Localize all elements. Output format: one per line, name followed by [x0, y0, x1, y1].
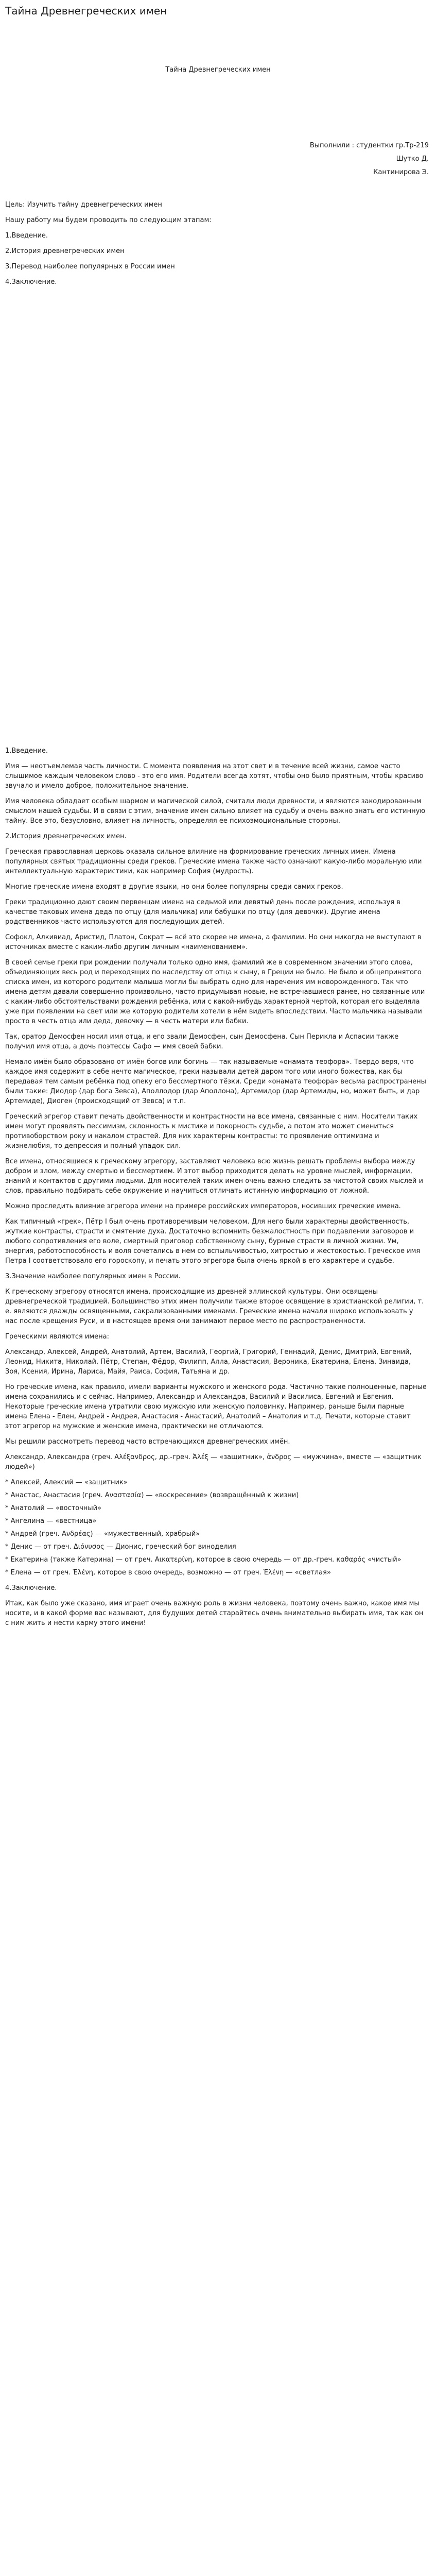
authors-block [0, 141, 436, 177]
page-gap [0, 293, 436, 746]
center-title: Тайна Древнегреческих имен [165, 66, 271, 74]
plan-line: Нашу работу мы будем проводить по следующим этапам: [5, 216, 212, 224]
author-line: Кантинирова Э. [373, 168, 429, 176]
paragraph: Итак, как было уже сказано, имя играет очень важную роль в жизни человека, поэтому очень важно, какое имя мы носите, и в какой форме вас называют, для будущих детей старайтесь очень внимательно выбирать имя, так как он с ним жить и нести карму этого имени! [5, 1600, 424, 1627]
paragraph: К греческому эгрегору относятся имена, происходящие из древней эллинской культуры. Они освящены древнегреческой традицией. Большинство этих имен получили также второе освящение в христианской религии, т. е. являются дважды освященными, сакрализованными именами. Греческие имена начали широко использовать у нас после крещения Руси, и в настоящее время они занимают первое место по распространенности. [5, 1288, 424, 1325]
section-heading: 4.Заключение. [5, 1584, 57, 1592]
list-item: * Денис — от греч. Διόνυσος — Дионис, греческий бог виноделия [5, 1543, 236, 1551]
section-heading: 2.История древнегреческих имен. [5, 833, 127, 840]
paragraph: Можно проследить влияние эгрегора имени на примере российских императоров, носивших греческие имена. [5, 1202, 401, 1210]
paragraph: В своей семье греки при рождении получали только одно имя, фамилий же в современном значении этого слова, объединяющих весь род и переходящих по наследству от отца к сыну, в Греции не было. Не было и общепринятого списка имен, из которого родители малыша могли бы выбрать одно для наречения им новорожденного. Так что имена детям давали совершенно произвольно, часто придумывая новые, не встречавшиеся ранее, но связанные или с каким-либо обстоятельствами рождения ребёнка, или с какой-нибудь характерной чертой, которая его выделяла уже при появлении на свет или же которую родители хотели в нём видеть впоследствии. Часто мальчика называли просто в честь отца или деда, девочку — в честь матери или бабки. [5, 959, 425, 1025]
list-item: * Ангелина — «вестница» [5, 1517, 97, 1525]
plan-block [0, 200, 436, 287]
paragraph: Немало имён было образовано от имён богов или богинь — так называемые «онамата теофора». Твердо веря, что каждое имя содержит в себе нечто магическое, греки называли детей даром того или иного божества, как бы передавая тем самым ребёнка под опеку его бессмертного тёзки. Среди «онамата теофора» весьма распространены были такие: Диодор (дар бога Зевса), Аполлодор (дар Аполлона), Артемидор (дар Артемиды, но, может быть, и дар Артемиде), Диоген (происходящий от Зевса) и т.п. [5, 1058, 426, 1105]
section-heading: 1.Введение. [5, 747, 48, 755]
paragraph: Греческими являются имена: [5, 1333, 110, 1341]
plan-line: 2.История древнегреческих имен [5, 247, 125, 255]
paragraph: Греческая православная церковь оказала сильное влияние на формирование греческих личных имен. Имена популярных святых традиционны среди греков. Греческие имена также часто означают какую-либо моральную или интеллектуальную характеристики, как например София (мудрость). [5, 848, 422, 875]
paragraph: Но греческие имена, как правило, имели варианты мужского и женского рода. Частично такие полноценные, парные имена сохранились и с сейчас. Например, Александр и Александра, Василий и Василиса, Евгений и Евгения. Некоторые греческие имена утратили свою мужскую или женскую половинку. Например, раньше были парные имена Елена - Елен, Андрей - Андрея, Анастасия - Анастасий, Анатолий – Анатолия и т.д. Печати, которые ставит этот эгрегор на мужские и женские имена, практически не отличаются. [5, 1383, 427, 1430]
list-item: * Елена — от греч. Ἑλένη, которое в свою очередь, возможно — от греч. Ἑλένη — «светлая» [5, 1569, 331, 1577]
plan-line: 3.Перевод наиболее популярных в России имен [5, 263, 175, 270]
document-title: Тайна Древнегреческих имен [5, 5, 167, 17]
paragraph: Так, оратор Демосфен носил имя отца, и его звали Демосфен, сын Демосфена. Сын Перикла и Аспасии также получил имя отца, а дочь поэтессы Сафо — имя своей бабки. [5, 1033, 399, 1050]
list-item: * Анастас, Анастасия (греч. Αναστασία) — «воскресение» (возвращённый к жизни) [5, 1492, 299, 1499]
paragraph: Имя — неотъемлемая часть личности. С момента появления на этот свет и в течение всей жизни, самое часто слышимое каждым человеком слово - это его имя. Родители всегда хотят, чтобы оно было приятным, чтобы красиво звучало и имело доброе, положительное значение. [5, 762, 424, 790]
section-heading: 3.Значение наиболее популярных имен в России. [5, 1273, 181, 1280]
paragraph: Александр, Алексей, Андрей, Анатолий, Артем, Василий, Георгий, Григорий, Геннадий, Денис, Дмитрий, Евгений, Леонид, Никита, Николай, Пётр, Степан, Фёдор, Филипп, Алла, Анастасия, Вероника, Екатерина, Елена, Зинаида, Зоя, Ксения, Ирина, Лариса, Майя, Раиса, София, Татьяна и др. [5, 1348, 412, 1376]
list-item: * Алексей, Алексий — «защитник» [5, 1479, 128, 1486]
paragraph: Греки традиционно дают своим первенцам имена на седьмой или девятый день после рождения, используя в качестве таковых имена деда по отцу (для мальчика) или бабушки по отцу (для девочки). Другие имена родственников часто используются для последующих детей. [5, 899, 400, 926]
author-line: Выполнили : студентки гр.Тр-219 [309, 142, 429, 149]
list-item: * Андрей (греч. Ανδρέας) — «мужественный, храбрый» [5, 1530, 200, 1538]
plan-line: 1.Введение. [5, 232, 48, 240]
list-item: * Анатолий — «восточный» [5, 1504, 102, 1512]
paragraph: Многие греческие имена входят в другие языки, но они более популярны среди самих греков. [5, 883, 343, 891]
paragraph: Мы решили рассмотреть перевод часто встречающихся древнегреческих имён. [5, 1438, 290, 1446]
paragraph: Имя человека обладает особым шармом и магической силой, считали люди древности, и являются закодированным смыслом нашей судьбы. И в связи с этим, значение имен сильно влияет на судьбу и очень важно знать его истинную тайну. Все это, безусловно, влияет на личность, определяя ее психоэмоциональные стороны. [5, 798, 426, 825]
plan-line: 4.Заключение. [5, 278, 57, 286]
paragraph: Александр, Александра (греч. Αλέξανδρος, др.-греч. Ἀλέξ — «защитник», ἀνδρος — «мужчина», вместе — «защитник людей») [5, 1453, 422, 1471]
paragraph: Греческий эгрегор ставит печать двойственности и контрастности на все имена, связанные с ним. Носители таких имен могут проявлять пессимизм, склонность к мистике и покорность судьбе, а потом это может смениться противоборством року и накалом страстей. Для них характерны контрасты: то проявление оптимизма и жизнелюбия, то депрессия и полный упадок сил. [5, 1113, 418, 1150]
paragraph: Софокл, Алкивиад, Аристид, Платон, Сократ — всё это скорее не имена, а фамилии. Но они никогда не выступают в источниках вместе с каким-либо другим личным «наименованием». [5, 934, 422, 951]
author-line: Шутко Д. [396, 155, 429, 163]
plan-line: Цель: Изучить тайну древнегреческих имен [5, 201, 162, 209]
list-item: * Екатерина (также Катерина) — от греч. Αικατερίνη, которое в свою очередь — от др.-греч. καθαρός «чистый» [5, 1556, 402, 1564]
paragraph: Все имена, относящиеся к греческому эгрегору, заставляют человека всю жизнь решать проблемы выбора между добром и злом, между смертью и бессмертием. И этот выбор приходится делать на уровне мыслей, информации, знаний и контактов с другими людьми. Для носителей таких имен очень важно следить за чистотой своих мыслей и слов, правильно подбирать себе окружение и научиться отличать истинную информацию от ложной. [5, 1158, 423, 1195]
paragraph: Как типичный «грек», Пётр I был очень противоречивым человеком. Для него были характерны двойственность, жуткие контрасты, страсти и смятение духа. Достаточно вспомнить безжалостность при подавлении заговоров и любого сопротивления его воле, смертный приговор собственному сыну, бурные страсти в личной жизни. Ум, энергия, работоспособность и воля сочетались в нем со вспыльчивостью, хитростью и жестокостью. Греческое имя Петра I соответствовало его гороскопу, и печать этого эгрегора была очень яркой в его характере и судьбе. [5, 1218, 421, 1265]
body-text [0, 746, 436, 1628]
